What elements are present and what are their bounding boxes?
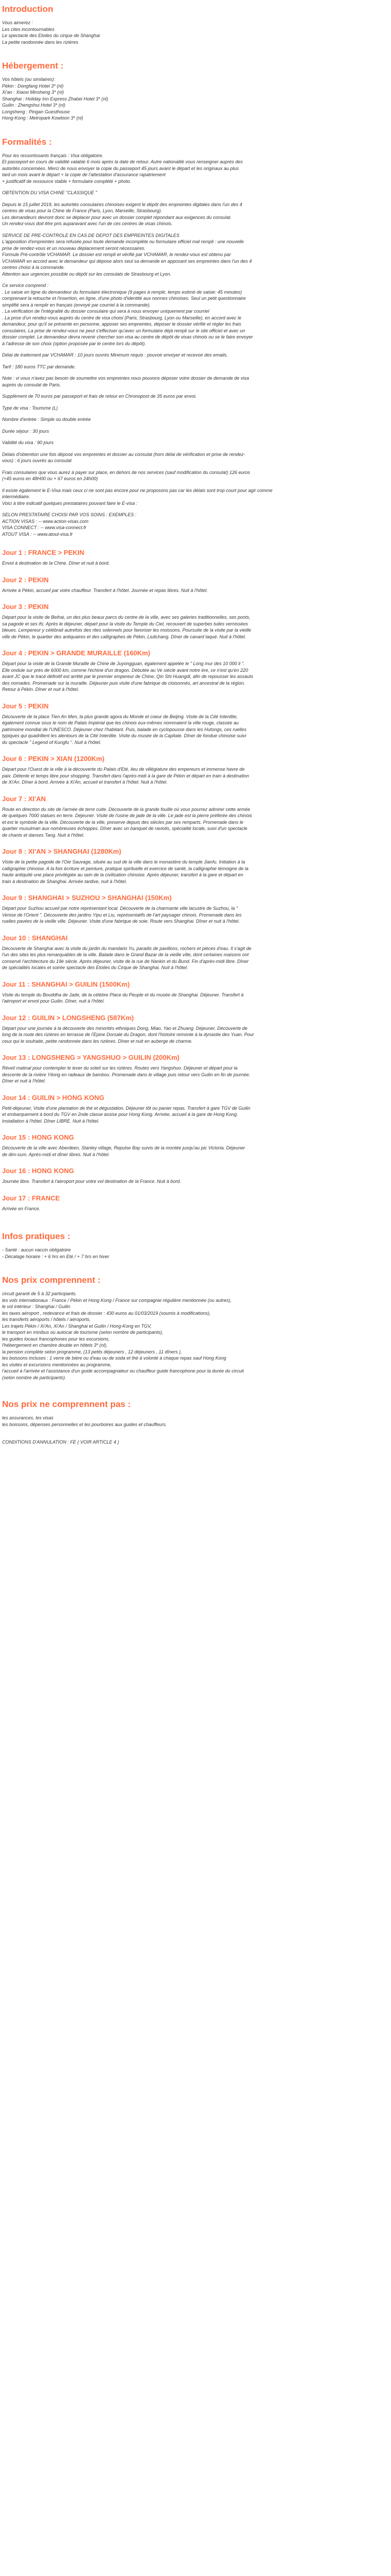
formalities-line: autorités concernées. Merci de nous envoyer la copie du passeport 45 jours avant le départ et les originaux au plus: [2, 165, 239, 171]
day-line: de chants et danses Tang. Nuit à l'hôtel.: [2, 832, 85, 838]
price-includes-line: la pension complète selon programme, (13 petits déjeuners , 12 déjeuners , 11 dîners ),: [2, 1349, 182, 1354]
price-includes-list: [2, 1291, 389, 1381]
hotel-line: Guilin : Zhengshui Hotel 3* (nl): [2, 103, 66, 108]
price-includes-line: Les trajets Pékin / Xi'An, Xi'An / Shanghai et Guilin / Hong-Kong en TGV,: [2, 1323, 152, 1329]
day-block: [2, 603, 389, 649]
day-line: patrimoine mondial de l'UNESCO. Déjeuner chez l'habitant. Puis, balade en cyclopousse dans les Hutongs, ces ruelles: [2, 726, 247, 732]
day-line: ceux qui le souhaite, petite randonnée dans les rizières. Dîner et nuit en auberge de charme.: [2, 1038, 193, 1044]
formalities-line: VISA CONNECT : -- www.visa-connect.fr: [2, 525, 87, 530]
formalities-paragraph: [2, 364, 389, 370]
day-description: [2, 587, 389, 594]
formalities-line: tard un mois avant le départ + la copie de l'attestation d'assurance rapatriement: [2, 172, 166, 177]
hotel-line: Hong-Kong : Metropark Kowloon 3* (nl): [2, 115, 84, 121]
day-line: Arrivée en France.: [2, 1206, 41, 1211]
formalities-paragraph: [2, 152, 389, 185]
formalities-paragraph: [2, 190, 389, 196]
hotel-line: Longsheng : Pingan Guesthouse: [2, 109, 70, 114]
price-includes-line: (selon nombre de participants).: [2, 1375, 67, 1380]
day-title: Jour 12 : GUILIN > LONGSHENG (587Km): [2, 1013, 134, 1022]
formalities-line: Nombre d'entrée : Simple ou double entrée: [2, 417, 91, 422]
price-excludes-list: [2, 1415, 389, 1428]
formalities-paragraph: [2, 469, 389, 482]
formalities-paragraph: [2, 201, 389, 227]
day-line: long de la route des rizières en terrasse de l'Epine Dorsale du Dragon, dont l'histoire remonte à la dynastie des Yuan. Pour: [2, 1032, 254, 1037]
day-block: [2, 1167, 389, 1194]
practical-line: - Décalage horaire : + 6 hrs en Eté / + 7 hrs en hiver: [2, 1253, 109, 1259]
hotels-title: Hébergement :: [2, 61, 64, 71]
practical-text: [2, 1247, 389, 1260]
price-includes-line: le transport en minibus ou autocar de tourisme (selon nombre de participants),: [2, 1330, 164, 1335]
price-includes-line: les taxes aéroport , redevance et frais de dossier : 430 euros au 01/03/2019 (soumis à modifications),: [2, 1310, 211, 1316]
day-title: Jour 10 : SHANGHAI: [2, 934, 68, 942]
day-line: de Xi'An. Dîner à bord. Arrivée à Xi'An, accueil et transfert à l'hôtel. Nuit à l'hôtel.: [2, 779, 168, 785]
formalities-section: [2, 137, 389, 538]
day-line: Réveil matinal pour contempler le lever du soleil sur les rizières. Routes vers Yangshuo. Déjeuner et départ pour la: [2, 1065, 238, 1071]
day-block: [2, 549, 389, 576]
formalities-line: Validité du visa : 90 jours: [2, 440, 54, 445]
intro-line: Vous aimerez :: [2, 20, 33, 25]
day-line: de quelques 7000 statues en terre. Déjeuner. Visite de l'usine de jade de la ville. Le jade est la pierre préférée des chinois: [2, 813, 252, 818]
formalities-paragraph: [2, 282, 389, 347]
day-description: [2, 945, 389, 971]
formalities-line: Tarif : 180 euros TTC par demande.: [2, 364, 76, 369]
formalities-line: ATOUT VISA : -- www.atout-visa.fr: [2, 531, 73, 537]
formalities-line: Type de visa : Tourisme (L): [2, 405, 58, 411]
price-includes-line: l'hébergement en chambre double en hôtels 3* (nl),: [2, 1343, 108, 1348]
day-title: Jour 14 : GUILIN > HONG KONG: [2, 1093, 105, 1101]
day-line: et est le symbole de la ville. Découverte de la ville, preserve depuis des siècles par ses remparts. Promenade dans le: [2, 819, 243, 825]
practical-line: - Santé : aucun vaccin obligatoire: [2, 1247, 71, 1252]
day-line: de spécialités locales et soirée spectacle des Etoiles du Cirque de Shanghai. Nuit à l'hôtel.: [2, 965, 188, 970]
formalities-line: auprès du consulat de Paris.: [2, 382, 61, 387]
formalities-line: demandeur, pour qu'il se présente en personne, apposer ses empreintes, déposer le dossier vérifié et régler les frais: [2, 321, 241, 327]
day-line: train à destination de Shanghai. Arrivée tardive, nuit à l'hôtel.: [2, 878, 127, 884]
formalities-paragraph: [2, 352, 389, 359]
formalities-line: Note : vi vous n'avez pas besoin de soumettre vos empreintes nous pouvons déposer votre dossier de demande de visa: [2, 376, 249, 381]
formalities-line: . La prise d'un rendez-vous auprès du centre de visa choisi (Paris, Strasbourg, Lyon ou Marseille), en accord avec le: [2, 315, 241, 320]
intro-line: Les cites incontournables: [2, 26, 55, 32]
formalities-line: centres choisi à la commande.: [2, 265, 65, 270]
day-description: [2, 614, 389, 640]
day-line: paix. Détente et temps libre pour shopping. Transfert dans l'après-midi à la gare de Pékin et départ en train à destination: [2, 773, 249, 778]
formalities-paragraph: [2, 439, 389, 446]
day-line: Départ pour la visite de la Grande Muraille de Chine de Juyongguan, également appelée le " Long mur des 10 000 li ".: [2, 661, 245, 666]
formalities-paragraph: [2, 512, 389, 537]
formalities-line: Un rendez-vous doit être pris auparavant avec l'un de ces centres de visas chinois.: [2, 221, 173, 226]
day-block: [2, 702, 389, 755]
day-line: Arrivée à Pékin, accueil par votre chauffeur. Transfert à l'hôtel. Journée et repas libres. Nuit à l'hôtel.: [2, 587, 208, 593]
day-line: sa pagode et ses ifs. Après le déjeuner, départ pour la visite du Temple du Ciel, recouvert de superbes tuiles vernissées: [2, 621, 248, 626]
day-line: l'aéroport et envol pour Guilin. Dîner, nuit à l'hôtel.: [2, 998, 105, 1004]
intro-text: [2, 20, 389, 45]
day-block: [2, 1133, 389, 1167]
formalities-line: SERVICE DE PRE-CONTROLE EN CAS DE DEPOT DES EMPREINTES DIGITALES: [2, 232, 180, 238]
formalities-line: Durée séjour : 30 jours: [2, 428, 50, 434]
formalities-line: vous) : 6 jours ouvrés au consulat: [2, 458, 72, 463]
day-block: [2, 649, 389, 702]
day-line: haute antiquité une place privilégiée au sein de la civilisation chinoise. Après déjeuner, transfert à la gare et départ en: [2, 872, 243, 877]
price-includes-line: les vols internationaux : France / Pékin et Hong Kong / France sur compagnie régulière mentionnée (ou autres),: [2, 1297, 232, 1303]
hotel-line: Vos hôtels (ou similaires):: [2, 77, 55, 82]
formalities-line: centres de visas pour la Chine de France (Paris, Lyon, Marseille, Strasbourg).: [2, 208, 162, 213]
formalities-line: Depuis le 15 juillet 2019, les autorités consulaires chinoises exigent le dépôt des empreintes digitales dans l'un des 4: [2, 201, 242, 207]
day-line: Départ pour l'Ouest de la ville à la découverte du Palais d'Eté, lieu de villégiature des empereurs et immense havre de: [2, 767, 245, 772]
day-line: Venise de l'Orient ". Découverte des jardins Yipu et Liu, représentatifs de l'art paysager chinois. Promenade dans les: [2, 912, 242, 918]
day-block: [2, 848, 389, 894]
day-line: quartier musulman aux nombreuses échoppes. Dîner avec un banquet de raviolis, spécialité locale, suivi d'un spectacle: [2, 826, 248, 831]
day-description: [2, 1105, 389, 1125]
intro-section: [2, 4, 389, 45]
day-title: Jour 7 : XI'AN: [2, 794, 46, 803]
formalities-line: Formule Pré-contrôle VCHAMAR. Le dossier est rempli et vérifié par VCHAMAR, le rendez-vous est obtenu par: [2, 252, 231, 257]
day-block: [2, 1054, 389, 1094]
day-line: Départ pour la visite de Beihai, un des plus beaux parcs du centre de la ville, avec ses galeries traditionnelles, ses ponts,: [2, 615, 251, 620]
formalities-line: simplifié sera à remplir en français (envoyé par courriel à la commande).: [2, 302, 151, 308]
day-line: Route en direction du site de l'armée de terre cuite. Découverte de la grande fouille où vous pourrez admirer cette armée: [2, 806, 250, 812]
formalities-line: consulaires. La prise de rendez-vous ne peut s'effectuer qu'avec un formulaire déjà rempli sur le site officiel et avec un: [2, 328, 246, 333]
price-includes-line: les guides locaux francophones pour les excursions,: [2, 1336, 110, 1342]
day-title: Jour 2 : PEKIN: [2, 575, 49, 584]
day-description: [2, 859, 389, 885]
formalities-line: Et passeport en cours de validité valable 6 mois après la date de retour. Autre nationalité vous renseigner auprès des: [2, 159, 243, 164]
day-line: Visite du temple du Bouddha de Jade, de la célèbre Place du Peuple et du musée de Shanghai. Déjeuner. Transfert à: [2, 992, 244, 997]
formalities-line: Voici à titre indicatif quelques prestataires pouvant faire le E-visa :: [2, 500, 138, 506]
day-block: [2, 1194, 389, 1222]
formalities-line: SELON PRESTATAIRE CHOISI PAR VOS SOINS : EXEMPLES :: [2, 512, 137, 517]
day-title: Jour 5 : PEKIN: [2, 702, 49, 710]
day-block: [2, 795, 389, 848]
formalities-line: Pour les ressortissants français : Visa obligatoire.: [2, 152, 104, 158]
day-title: Jour 4 : PEKIN > GRANDE MURAILLE (160Km): [2, 649, 151, 657]
day-description: [2, 1025, 389, 1045]
day-block: [2, 1014, 389, 1054]
hotel-line: Xi'an : Xiaoxi Minsheng 3* (nl): [2, 90, 64, 95]
day-line: avant JC que le tracé définitif est arrêté par le premier empereur de Chine, Qin Shi Huangdi, afin de repousser les assauts: [2, 674, 253, 679]
day-block: [2, 576, 389, 603]
hotels-section: [2, 61, 389, 122]
intro-line: Le spectacle des Etoiles du cirque de Shanghai: [2, 33, 100, 38]
day-title: Jour 6 : PEKIN > XIAN (1200Km): [2, 755, 105, 762]
day-description: [2, 660, 389, 693]
day-title: Jour 15 : HONG KONG: [2, 1133, 74, 1141]
practical-title: Infos pratiques :: [2, 1231, 71, 1241]
intro-title: Introduction: [2, 4, 54, 14]
day-line: Découverte de Shanghai avec la visite du jardin du mandarin Yu, paradis de pavillons, rochers et pièces d'eau. Il s'agit de: [2, 945, 252, 951]
day-line: bleues. Lempereur y célébrait autrefois des rites solennels pour favoriser les moissons. Poursuite de la visite par la vieille: [2, 628, 251, 633]
formalities-line: Attention aux urgences possible ou dépôt sur les consulats de Strasbourg et Lyon.: [2, 271, 172, 277]
formalities-line: OBTENTION DU VISA CHINE "CLASSIQUE ": [2, 190, 97, 195]
price-excludes-section: [2, 1399, 389, 1428]
formalities-line: VCHAMAR en accord avec le demandeur qui dépose alors seul sa demande en apposant ses empreintes dans l'un des 4: [2, 258, 252, 264]
formalities-paragraph: [2, 375, 389, 388]
formalities-line: Supplément de 70 euros par passeport et frais de retour en Chronopost de 35 euros par envoi.: [2, 394, 197, 399]
formalities-paragraph: [2, 428, 389, 435]
practical-section: [2, 1231, 389, 1260]
day-line: et embarquement à bord du TGV en 2nde classe assise pour Hong Kong. Arrivée, accueil à la gare de Hong Kong.: [2, 1112, 238, 1117]
day-description: [2, 806, 389, 839]
formalities-line: dossier complet. Le demandeur devra revenir chercher son visa au centre de dépôt de visas chinois ou se le faire envoyer: [2, 334, 253, 340]
formalities-line: + justificatif de ressource stable + formulaire complété + photo.: [2, 178, 132, 184]
formalities-line: Les demandeurs devront donc se déplacer pour avec un dossier complet répondant aux exigences du consulat.: [2, 214, 232, 220]
price-includes-line: l'accueil à l'arrivée et l'assistance d'un guide accompagnateur ou chauffeur guide francophone pour la durée du circuit: [2, 1368, 244, 1374]
day-line: typiques qui quadrillent les alentours de la Cité Interdite. Visite du musée de la Capitale. Dîner de fondue chinoise suivi: [2, 733, 247, 738]
formalities-line: à l'adresse de son choix (option proposée par le centre lors du dépôt).: [2, 341, 146, 346]
formalities-line: prise de rendez-vous et un nouveau déplacement seront nécessaires.: [2, 245, 146, 251]
formalities-line: ACTION VISAS : -- www.action-visas.com: [2, 518, 89, 524]
price-includes-line: les boissons incluses : 1 verre de bière ou d'eau ou de soda et thé à volonté à chaque repas sauf Hong Kong: [2, 1355, 226, 1361]
formalities-line: comprenant la retouche et l'insertion, en ligne, d'une photo d'identité aux normes chinoises. Seul un petit questionnaire: [2, 296, 246, 301]
price-includes-line: le vol intérieur : Shanghai / Guilin: [2, 1304, 71, 1309]
day-line: Découverte de la place Tien An Men, la plus grande agora du Monde et coeur de Beijing. Visite de la Cité Interdite,: [2, 714, 238, 719]
price-includes-section: [2, 1275, 389, 1381]
formalities-line: Il existe également le E-Visa mais ceux ci ne sont pas encore pour ne proposons pas car les délais sont trop court pour agir comme: [2, 487, 273, 493]
day-line: Installation à l'hôtel. Dîner LIBRE. Nuit à l'hôtel.: [2, 1118, 100, 1124]
day-line: de dim-sum. Après-midi et dîner libres. Nuit à l'hôtel.: [2, 1151, 110, 1157]
day-title: Jour 17 : FRANCE: [2, 1194, 60, 1202]
day-title: Jour 13 : LONGSHENG > YANGSHUO > GUILIN (200Km): [2, 1054, 180, 1061]
day-line: Journée libre. Transfert à l'aéroport pour votre vol destination de la France. Nuit à bord.: [2, 1179, 181, 1184]
formalities-paragraph: [2, 416, 389, 423]
day-line: calligraphie chinoise. A la fois écriture et peinture, pratique spirituelle et exercice de santé, la calligraphie témoigne de la: [2, 866, 249, 871]
day-description: [2, 905, 389, 925]
intro-line: La petite randonnée dans les rizières: [2, 39, 78, 45]
price-excludes-title: Nos prix ne comprennent pas :: [2, 1399, 131, 1409]
day-line: Envol à destination de la Chine. Dîner et nuit à bord.: [2, 561, 110, 566]
day-line: des nomades. Promenade sur la muraille. Déjeuner puis visite d'une fabrique de cloisonnés, art ancestral de la région.: [2, 680, 245, 686]
day-title: Jour 11 : SHANGHAI > GUILIN (1500Km): [2, 980, 130, 988]
day-block: [2, 980, 389, 1014]
formalities-line: (+45 euros en 48H00 ou + 67 euros en 24h00): [2, 476, 98, 481]
hotel-line: Pékin : Dongfang Hotel 3* (nl): [2, 83, 64, 89]
formalities-title: Formalités :: [2, 137, 52, 147]
formalities-paragraph: [2, 405, 389, 412]
formalities-paragraph: [2, 451, 389, 464]
day-line: Départ pour Suzhou accueil par notre représentant local. Découverte de la charmante ville lacustre de Suzhou, la ": [2, 906, 238, 911]
formalities-line: intermédiaire.: [2, 494, 30, 499]
cancellation-conditions: CONDITIONS D'ANNULATION : FE ( VOIR ARTICLE 4 ): [2, 1439, 119, 1445]
day-block: [2, 894, 389, 934]
day-line: également connue sous le nom de Palais Impérial que les chinois eux-mêmes nommaient la ville rouge, classée au: [2, 720, 239, 725]
day-line: Elle ondule sur près de 6000 km, comme l'échine d'un dragon. Débutée au Ve siècle avant notre ère, ce n'est qu'en 220: [2, 667, 248, 673]
day-line: Découverte de la ville avec Aberdeen, Stanley village, Repulse Bay suivis de la montée jusqu'au pic Victoria. Déjeuner: [2, 1145, 245, 1150]
day-line: ruelles pavées de la vieille ville. Déjeuner. Visite d'une fabrique de soie. Route vers Shanghai. Dîner et nuit à l'hôtel.: [2, 919, 240, 924]
price-includes-title: Nos prix comprennent :: [2, 1275, 101, 1285]
day-title: Jour 8 : XI'AN > SHANGHAI (1280Km): [2, 848, 122, 855]
day-description: [2, 714, 389, 746]
day-block: [2, 1094, 389, 1134]
day-line: conservé l'architecture du 19è siècle. Après déjeuner, visite de la rue de Nankin et du Bund. Fin d'après-midi libre. Dîner: [2, 958, 249, 964]
formalities-paragraph: [2, 487, 389, 507]
day-title: Jour 16 : HONG KONG: [2, 1167, 74, 1175]
day-line: ville de Pékin, le quartier des antiquaires et des calligraphes de Pékin, Liulichang. Dîner de canard laqué. Nuit à l'hôtel.: [2, 634, 247, 639]
day-title: Jour 1 : FRANCE > PEKIN: [2, 549, 85, 556]
hotels-list: [2, 76, 389, 122]
price-includes-line: circuit garanti de 5 à 32 participants.: [2, 1291, 77, 1296]
day-block: [2, 755, 389, 795]
day-line: l'un des sites les plus remarquables de la ville. Balade dans le Grand Bazar de la vieille ville, dont certaines maisons ont: [2, 952, 249, 957]
formalities-line: L'apposition d'empreintes sera refusée pour toute demande incomplète ou formulaire officiel mal rempli : une nouvelle: [2, 239, 244, 244]
formalities-line: . Le saisie en ligne du demandeur du formulaire électronique (9 pages à remplir, temps estimé de saisie: 45 minutes): [2, 289, 242, 295]
day-description: [2, 560, 389, 567]
hotel-line: Shanghai : Holiday Inn Express Zhabei Hotel 3* (nl): [2, 96, 108, 101]
day-description: [2, 1206, 389, 1212]
day-line: Visite de la petite pagode de l'Oie Sauvage, située au sud de la ville dans le monastère du temple Jianfu. Initiation à la: [2, 859, 245, 865]
day-description: [2, 1145, 389, 1158]
formalities-line: Délai de traitement par VCHAMAR : 10 jours ouvrés Minimum requis : pouvoir envoyer et recevoir des emails.: [2, 352, 228, 358]
day-description: [2, 1178, 389, 1185]
formalities-line: Délais d'obtention une fois déposé vos empreintes et dossier au consulat (hors délai de vérification et prise de rendez-: [2, 451, 245, 457]
trip-document: [0, 4, 391, 1446]
day-line: Dîner et nuit à l'hôtel.: [2, 1078, 46, 1083]
formalities-line: . La vérification de l'intégralité du dossier consulaire qui sera à nous envoyer uniquement par courriel: [2, 309, 209, 314]
day-block: [2, 934, 389, 980]
day-description: [2, 1065, 389, 1084]
formalities-body: [2, 152, 389, 538]
day-line: Petit-déjeuner, Visite d'une plantation de thé et dégustation. Déjeuner tôt ou panier repas. Transfert à gare TGV de Guilin: [2, 1105, 251, 1111]
price-includes-line: les visites et excursions mentionnées au programme,: [2, 1362, 112, 1367]
formalities-line: Frais consulaires que vous aurez à payer sur place, en dehors de nos services (sauf modification du consulat) 126 euros: [2, 469, 250, 475]
day-line: Départ pour une journée à la découverte des minorités ethniques Dong, Miao, Yao et Zhuang. Déjeuner. Découverte de: [2, 1025, 248, 1031]
formalities-paragraph: [2, 393, 389, 400]
formalities-line: Ce service comprend :: [2, 283, 49, 288]
day-title: Jour 9 : SHANGHAI > SUZHOU > SHANGHAI (150Km): [2, 894, 172, 902]
price-includes-line: les transferts aéroports / hôtels / aéroports,: [2, 1317, 91, 1322]
day-line: du spectacle " Legend of Kungfu ". Nuit à l'hôtel.: [2, 739, 102, 745]
formalities-paragraph: [2, 232, 389, 278]
day-line: descente de la rivière Yilong en radeaux de bambou. Promenade dans le village puis retour vers Guilin en fin de journée.: [2, 1072, 250, 1077]
day-description: [2, 766, 389, 786]
price-excludes-line: les assurances, les visas: [2, 1415, 54, 1420]
itinerary: [2, 549, 389, 1221]
day-description: [2, 992, 389, 1005]
day-title: Jour 3 : PEKIN: [2, 603, 49, 611]
price-excludes-line: les boissons, dépenses personnelles et les pourboires aux guides et chauffeurs.: [2, 1421, 167, 1427]
day-line: Retour à Pékin. Dîner et nuit à l'hôtel.: [2, 687, 79, 692]
